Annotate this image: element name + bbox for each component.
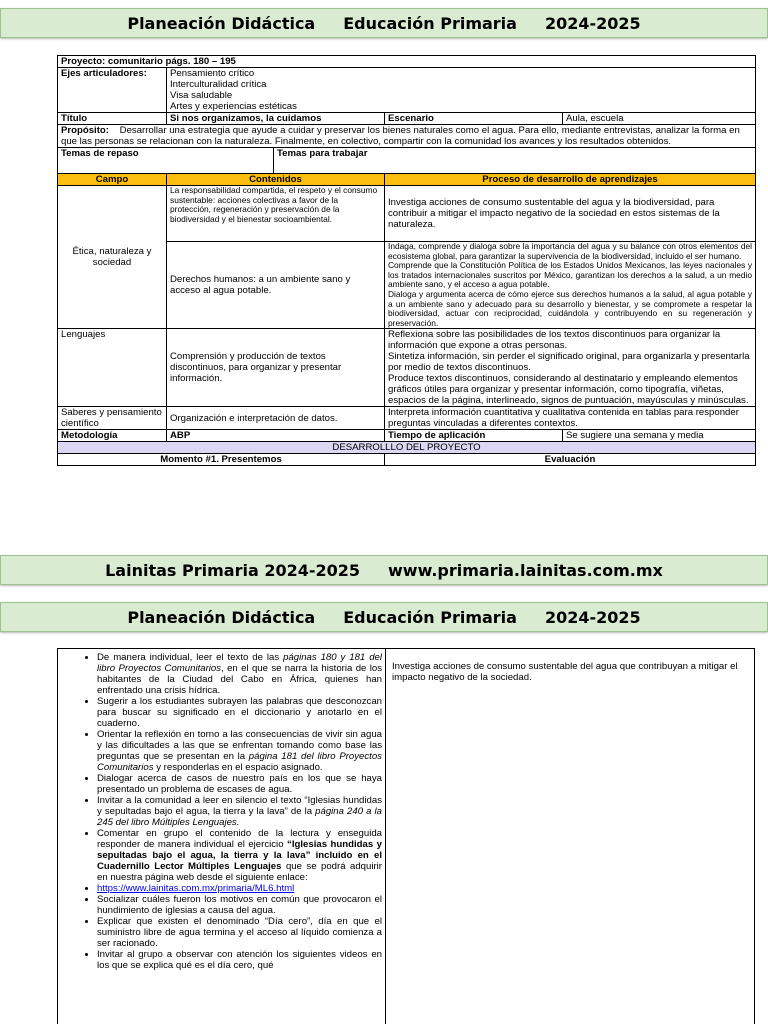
metodologia-value: ABP [167, 430, 385, 442]
escenario-value: Aula, escuela [563, 113, 756, 125]
header-year: 2024-2025 [544, 13, 641, 33]
header-level: Educación Primaria [343, 13, 517, 33]
campo-lenguajes: Lenguajes [58, 329, 167, 407]
proceso-etica-1: Investiga acciones de consumo sustentable del agua y la biodiversidad, para contribuir a mitigar el impacto negativo de la sociedad en estos sistemas de la naturaleza. [385, 186, 756, 242]
activity-item: • Invitar a la comunidad a leer en silencio el texto “Iglesias hundidas y sepultadas bajo el agua, la tierra y la lava” de la página 240 a la 245 del libro Múltiples Lenguajes. [97, 795, 382, 828]
ejes-list [167, 68, 756, 113]
activities-column [58, 649, 386, 1024]
contenido-etica-2: Derechos humanos: a un ambiente sano y acceso al agua potable. [167, 242, 385, 329]
escenario-label: Escenario [385, 113, 563, 125]
activity-item: • Invitar al grupo a observar con atención los siguientes videos en los que se explica qué es el día cero, qué [97, 949, 382, 971]
campo-saberes: Saberes y pensamiento científico [58, 407, 167, 430]
eje-item: Interculturalidad crítica [170, 79, 267, 90]
evaluacion-label: Evaluación [385, 454, 756, 466]
col-header-proceso: Proceso de desarrollo de aprendizajes [385, 174, 756, 186]
eje-item: Visa saludable [170, 90, 233, 101]
planning-table [57, 55, 756, 466]
header-year: 2024-2025 [544, 607, 641, 627]
footer-site-name: Lainitas Primaria 2024-2025 [105, 560, 361, 580]
proceso-saberes: Interpreta información cuantitativa y cualitativa contenida en tablas para responder preguntas vinculadas a diferentes contextos. [385, 407, 756, 430]
cuadernillo-link[interactable]: https://www.lainitas.com.mx/primaria/ML6.html [97, 883, 295, 894]
project-line: Proyecto: comunitario págs. 180 – 195 [58, 56, 756, 68]
activity-item [97, 883, 382, 894]
momento-label: Momento #1. Presentemos [58, 454, 385, 466]
activity-item: • Explicar que existen el denominado “Día cero”, día en que el suministro libre de agua termina y el acceso al líquido comienza a ser racionado. [97, 916, 382, 949]
activities-table [57, 648, 755, 1024]
activity-item: • Socializar cuáles fueron los motivos en común que provocaron el hundimiento de iglesias a causa del agua. [97, 894, 382, 916]
footer-banner [0, 555, 768, 585]
activity-item: • Orientar la reflexión en torno a las consecuencias de vivir sin agua y las dificultades a las que se enfrentan tomando como base las preguntas que se presentan en la página 181 del libro Proyectos Comunitarios y responderlas en el espacio asignado. [97, 729, 382, 773]
footer-url: www.primaria.lainitas.com.mx [388, 560, 663, 580]
col-header-contenidos: Contenidos [167, 174, 385, 186]
header-level: Educación Primaria [343, 607, 517, 627]
header-banner-second [0, 602, 768, 632]
header-banner-top [0, 8, 768, 38]
ejes-label: Ejes articuladores: [58, 68, 167, 113]
campo-etica: Ética, naturaleza y sociedad [58, 186, 167, 329]
proceso-item: Reflexiona sobre las posibilidades de los textos discontinuos para organizar la información que expone a otras personas. [388, 329, 721, 352]
desarrollo-header: DESARROLLLO DEL PROYECTO [58, 442, 756, 454]
proceso-item: Indaga, comprende y dialoga sobre la importancia del agua y su balance con otros elementos del ecosistema global, para garantizar la supervivencia de la biodiversidad, incluido el ser humano. [388, 241, 753, 261]
eje-item: Artes y experiencias estéticas [170, 101, 297, 112]
proposito-label: Propósito: [61, 125, 109, 136]
col-header-campo: Campo [58, 174, 167, 186]
activity-item: • De manera individual, leer el texto de las páginas 180 y 181 del libro Proyectos Comunitarios, en el que se narra la historia de los habitantes de la Ciudad del Cabo en África, quienes han enfrentado una crisis hídrica. [97, 652, 382, 696]
activity-item: • Comentar en grupo el contenido de la lectura y enseguida responder de manera individual el ejercicio “Iglesias hundidas y sepultadas bajo el agua, la tierra y la lava” incluido en el Cuadernillo Lector Múltiples Lenguajes que se podrá adquirir en nuestra página web desde el siguiente enlace: [97, 828, 382, 883]
titulo-label: Título [58, 113, 167, 125]
contenido-lenguajes: Comprensión y producción de textos discontinuos, para organizar y presentar información. [167, 329, 385, 407]
proposito-cell [58, 125, 756, 148]
activity-item: • Sugerir a los estudiantes subrayen las palabras que desconozcan para buscar su significado en el diccionario y anotarlo en el cuaderno. [97, 696, 382, 729]
proceso-item: Comprende que la Constitución Política de los Estados Unidos Mexicanos, las leyes nacionales y los tratados internacionales suscritos por México, garantizan los derechos a la salud, a un medio ambiente sano, y el acceso a agua potable. [388, 260, 753, 290]
proceso-lenguajes [385, 329, 756, 407]
temas-repaso: Temas de repaso [58, 148, 274, 174]
contenido-saberes: Organización e interpretación de datos. [167, 407, 385, 430]
tiempo-value: Se sugiere una semana y media [563, 430, 756, 442]
evaluation-text: Investiga acciones de consumo sustentable del agua que contribuyan a mitigar el impacto negativo de la sociedad. [392, 661, 738, 683]
proceso-item: Produce textos discontinuos, considerando al destinatario y empleando elementos gráficos útiles para organizar y presentar información, como tipografía, viñetas, espacios de la página, interlineado, signos de puntuación, mayúsculas y minúsculas. [388, 373, 749, 407]
eje-item: Pensamiento crítico [170, 68, 255, 79]
metodologia-label: Metodología [58, 430, 167, 442]
header-title: Planeación Didáctica [127, 607, 316, 627]
titulo-value: Si nos organizamos, la cuidamos [167, 113, 385, 125]
contenido-etica-1: La responsabilidad compartida, el respeto y el consumo sustentable: acciones colectivas a favor de la protección, regeneración y preservación de la biodiversidad y el bienestar socioambiental. [167, 186, 385, 242]
proceso-item: Sintetiza información, sin perder el significado original, para organizarla y presentarla por medio de textos discontinuos. [388, 351, 750, 374]
activities-list [58, 652, 385, 971]
proceso-etica-2 [385, 242, 756, 329]
proceso-item: Dialoga y argumenta acerca de cómo ejerce sus derechos humanos a la salud, al agua potable y a un ambiente sano y adecuado para su desarrollo y bienestar, y se compromete a respetar la biodiversidad, actuar con reciprocidad, cuidándola y contribuyendo en su regeneración y preservación. [388, 288, 753, 328]
tiempo-label: Tiempo de aplicación [385, 430, 563, 442]
activity-item: • Dialogar acerca de casos de nuestro país en los que se haya presentado un problema de escases de agua. [97, 773, 382, 795]
proposito-text: Desarrollar una estrategia que ayude a cuidar y preservar los bienes naturales como el agua. Para ello, mediante entrevistas, analizar la forma en que las personas se relacionan con la naturaleza. Finalmente, en colectivo, compartir con la comunidad los avances y los resultados obtenidos. [61, 125, 740, 147]
temas-trabajar: Temas para trabajar [274, 148, 756, 174]
header-title: Planeación Didáctica [127, 13, 316, 33]
